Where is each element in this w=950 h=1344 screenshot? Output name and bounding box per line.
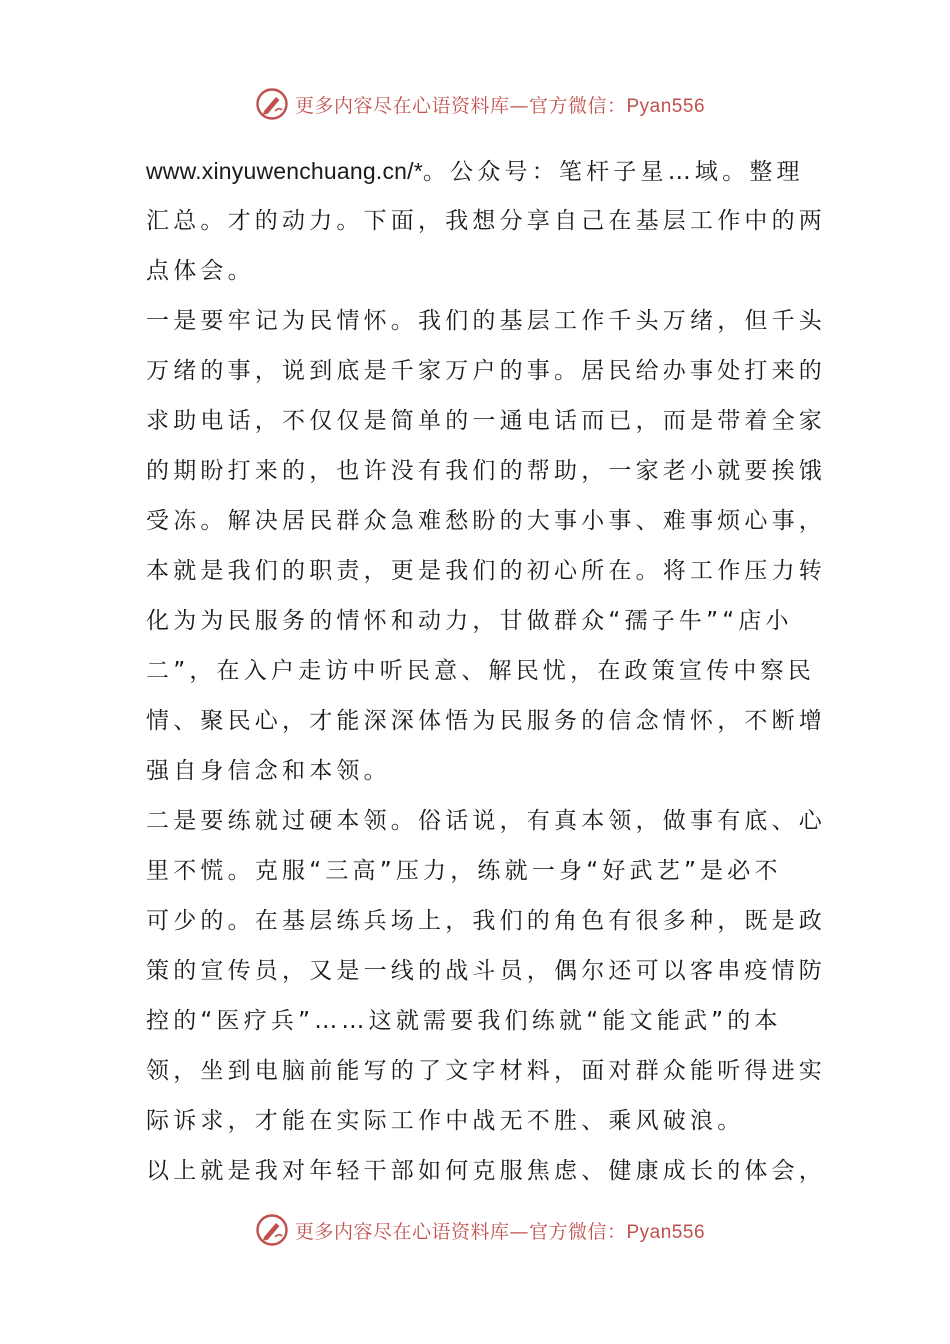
body-line: 点体会。 [146,258,255,284]
header-banner-text [295,91,705,118]
pen-seal-icon [255,1213,289,1247]
body-line: 本就是我们的职责，更是我们的初心所在。将工作压力转 [146,558,826,584]
body-first-line-rest: 。公众号：笔杆子星…域。整理 [422,159,804,185]
body-line: 领，坐到电脑前能写的了文字材料，面对群众能听得进实 [146,1058,826,1084]
body-line: 汇总。才的动力。下面，我想分享自己在基层工作中的两 [146,208,826,234]
footer-banner-wechat-id: Pyan556 [626,1221,706,1243]
header-banner-main: 更多内容尽在心语资料库—官方微信： [294,94,627,117]
body-line: 受冻。解决居民群众急难愁盼的大事小事、难事烦心事， [146,508,826,534]
body-line: 万绪的事，说到底是千家万户的事。居民给办事处打来的 [146,358,826,384]
body-line: 以上就是我对年轻干部如何克服焦虑、健康成长的体会， [146,1158,826,1184]
body-line: 可少的。在基层练兵场上，我们的角色有很多种，既是政 [146,908,826,934]
header-banner-inner [255,87,705,121]
body-line: 强自身信念和本领。 [146,758,391,784]
footer-banner [0,1210,950,1250]
document-body [146,146,826,1196]
body-line: 的期盼打来的，也许没有我们的帮助，一家老小就要挨饿 [146,458,826,484]
body-line: 控的“医疗兵”……这就需要我们练就“能文能武”的本 [146,1008,782,1034]
body-line: 化为为民服务的情怀和动力，甘做群众“孺子牛”“店小 [146,608,793,634]
body-line-first [146,146,806,196]
body-line: 情、聚民心，才能深深体悟为民服务的信念情怀，不断增 [146,708,826,734]
body-url: www.xinyuwenchuang.cn/* [146,158,423,184]
footer-banner-main: 更多内容尽在心语资料库—官方微信： [294,1220,627,1243]
body-line: 二是要练就过硬本领。俗话说，有真本领，做事有底、心 [146,808,826,834]
body-line: 际诉求，才能在实际工作中战无不胜、乘风破浪。 [146,1108,745,1134]
body-line: 一是要牢记为民情怀。我们的基层工作千头万绪，但千头 [146,308,826,334]
header-banner [0,84,950,124]
body-line: 求助电话，不仅仅是简单的一通电话而已，而是带着全家 [146,408,826,434]
pen-seal-icon [255,87,289,121]
body-line: 里不慌。克服“三高”压力，练就一身“好武艺”是必不 [146,858,782,884]
footer-banner-inner [255,1213,705,1247]
footer-banner-text [295,1217,705,1244]
body-line: 二”，在入户走访中听民意、解民忧，在政策宣传中察民 [146,658,815,684]
body-line: 策的宣传员，又是一线的战斗员，偶尔还可以客串疫情防 [146,958,826,984]
header-banner-wechat-id: Pyan556 [626,95,706,117]
